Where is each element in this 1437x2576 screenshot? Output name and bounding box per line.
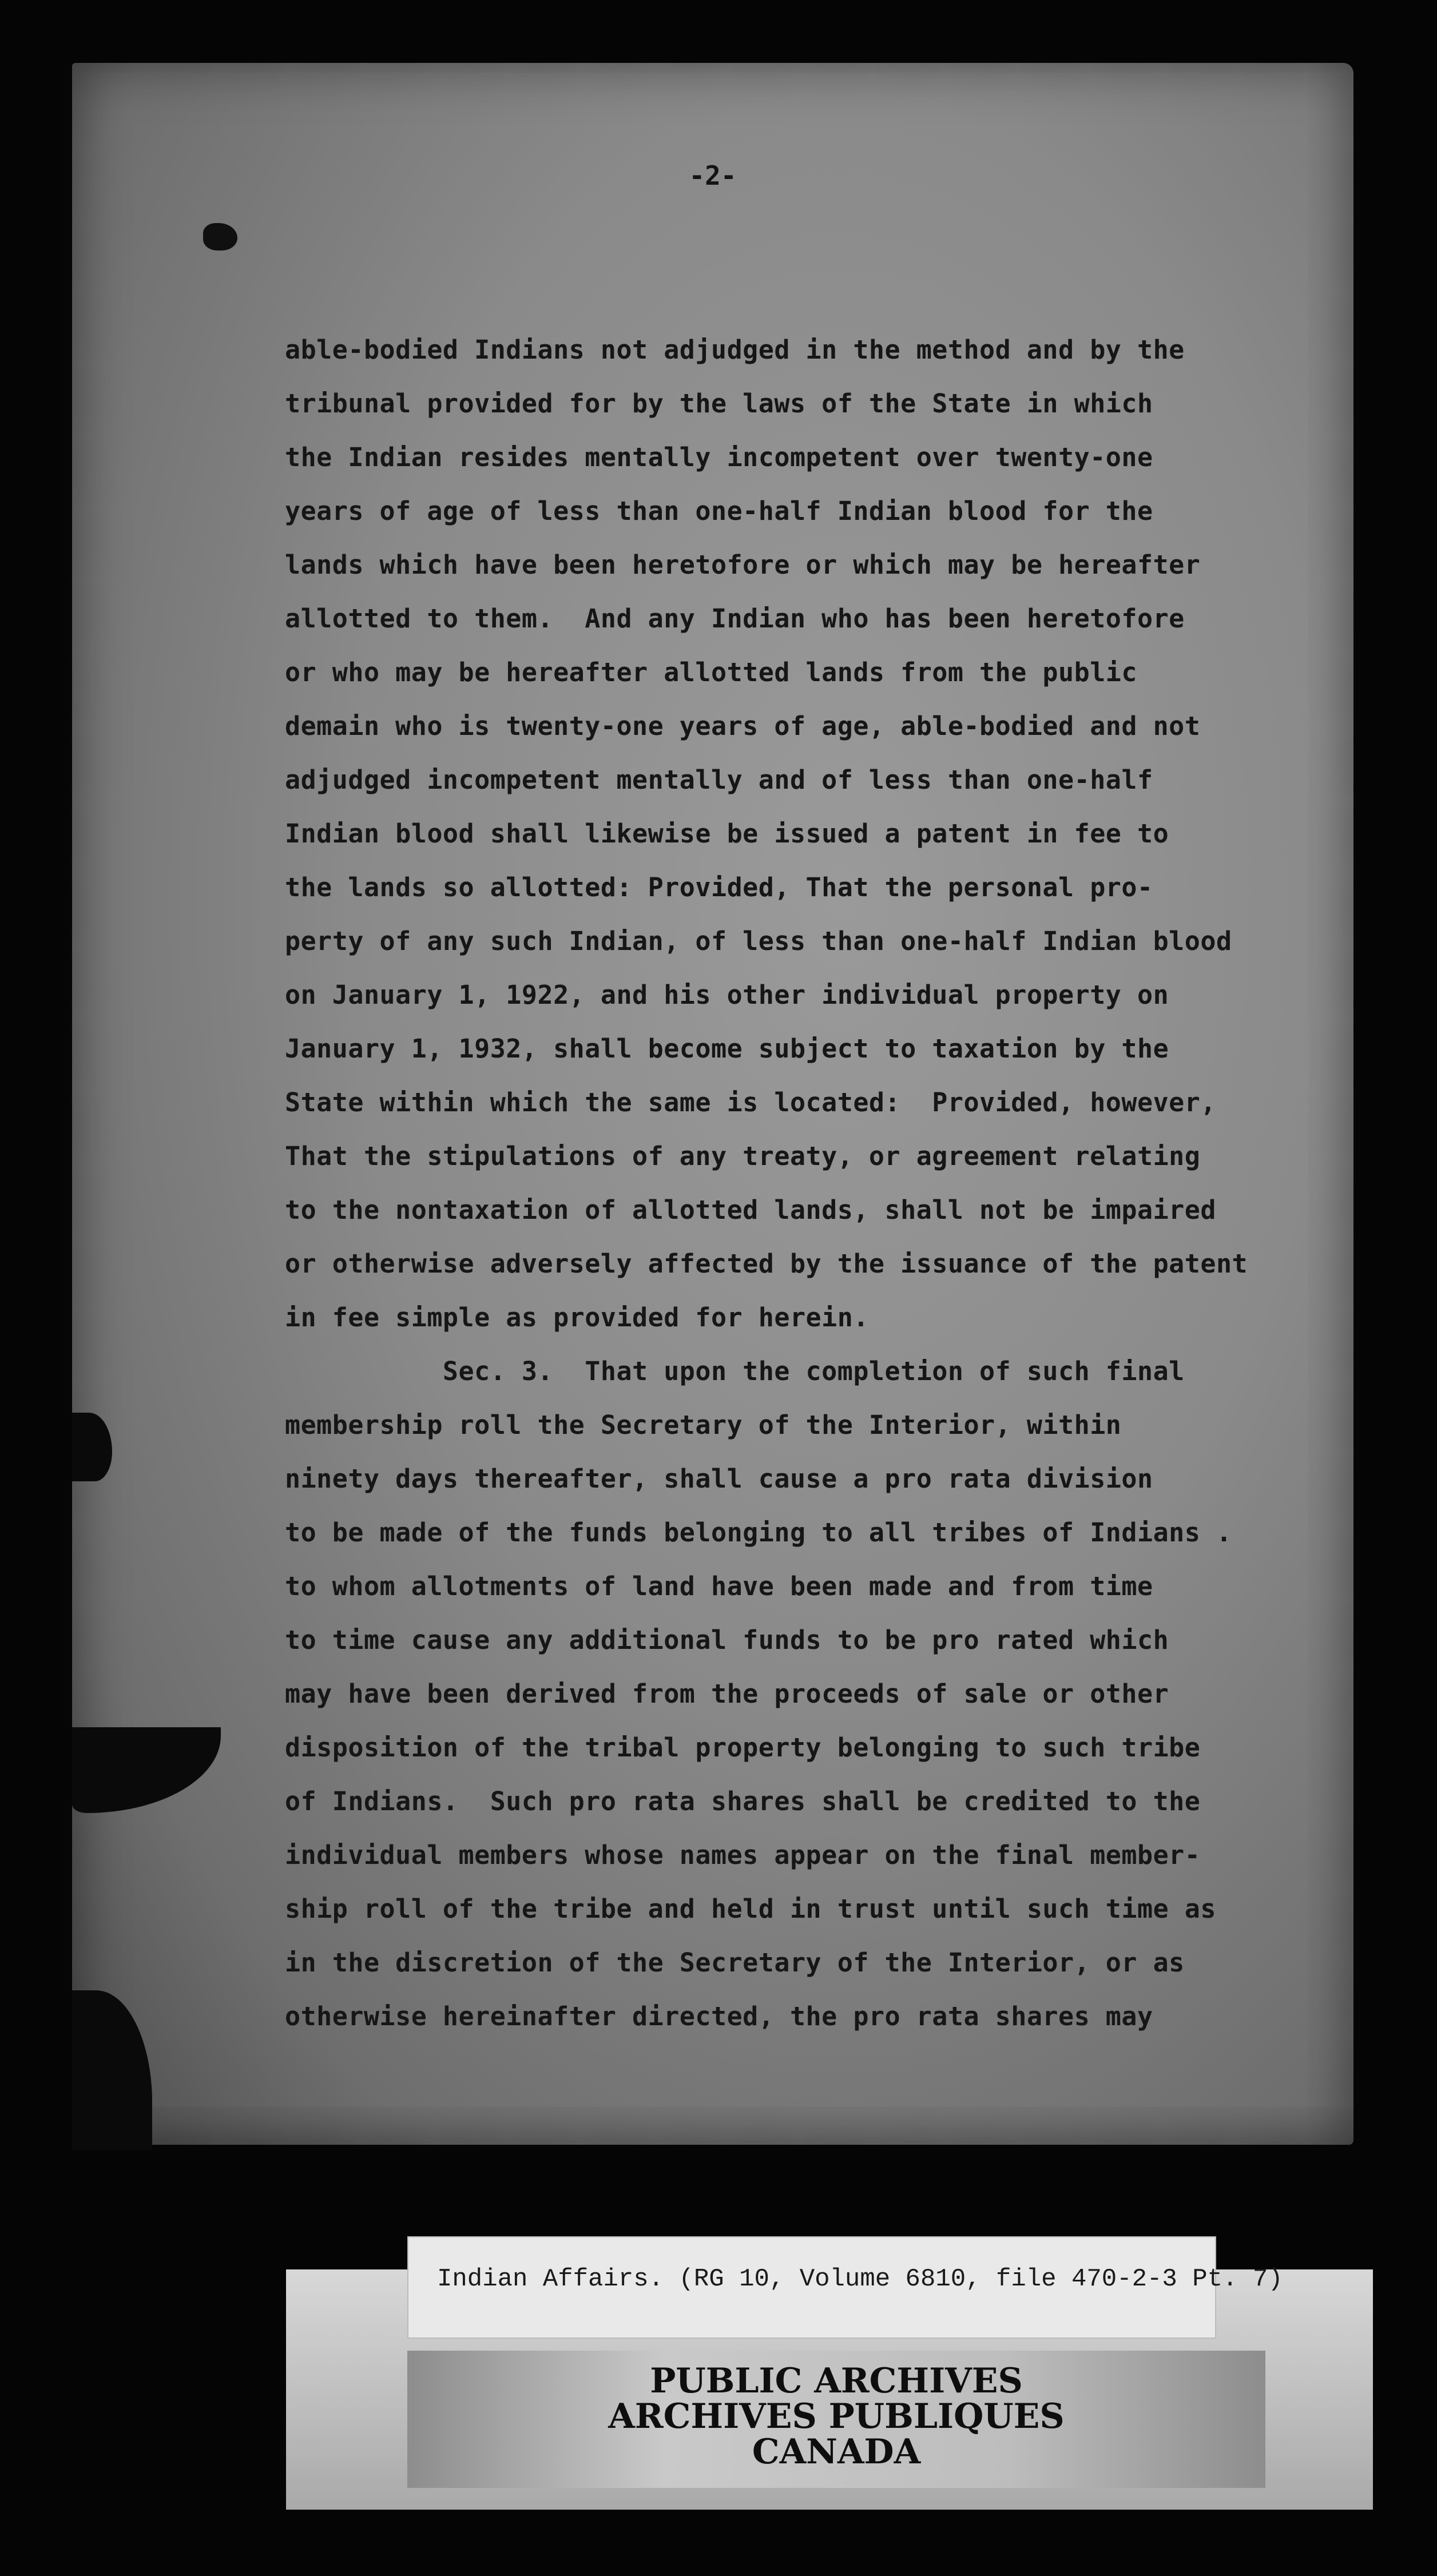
text-line: ninety days thereafter, shall cause a pro rata division [285, 1464, 1153, 1494]
text-line: to be made of the funds belonging to all tribes of Indians . [285, 1517, 1232, 1548]
archives-stamp [407, 2351, 1265, 2488]
text-line: years of age of less than one-half Indian blood for the [285, 496, 1153, 526]
text-line: to the nontaxation of allotted lands, shall not be impaired [285, 1195, 1216, 1225]
stamp-line: ARCHIVES PUBLIQUES [608, 2396, 1065, 2436]
document-page [72, 63, 1353, 2145]
text-line: of Indians. Such pro rata shares shall be credited to the [285, 1786, 1201, 1816]
text-line: disposition of the tribal property belonging to such tribe [285, 1732, 1201, 1763]
text-line: otherwise hereinafter directed, the pro rata shares may [285, 2001, 1153, 2032]
text-line: able-bodied Indians not adjudged in the method and by the [285, 335, 1185, 365]
text-line: That the stipulations of any treaty, or agreement relating [285, 1141, 1201, 1171]
text-line: on January 1, 1922, and his other individual property on [285, 980, 1169, 1010]
text-line: to time cause any additional funds to be pro rated which [285, 1625, 1169, 1655]
text-line: or who may be hereafter allotted lands from the public [285, 657, 1137, 687]
text-line: State within which the same is located: Provided, however, [285, 1087, 1216, 1118]
text-line: or otherwise adversely affected by the issuance of the patent [285, 1249, 1248, 1279]
text-line: January 1, 1932, shall become subject to taxation by the [285, 1033, 1169, 1064]
text-line: individual members whose names appear on the final member- [285, 1840, 1201, 1870]
typed-text-body [285, 323, 1372, 2044]
text-line: Indian blood shall likewise be issued a patent in fee to [285, 818, 1169, 849]
text-line: lands which have been heretofore or which may be hereafter [285, 550, 1201, 580]
text-line: perty of any such Indian, of less than one-half Indian blood [285, 926, 1232, 956]
ink-blot [203, 223, 237, 251]
text-line: tribunal provided for by the laws of the State in which [285, 388, 1153, 419]
text-line: to whom allotments of land have been made and from time [285, 1571, 1153, 1601]
text-line: in the discretion of the Secretary of the Interior, or as [285, 1947, 1185, 1978]
text-line: adjudged incompetent mentally and of less than one-half [285, 765, 1153, 795]
text-line: membership roll the Secretary of the Interior, within [285, 1410, 1122, 1440]
stamp-line: PUBLIC ARCHIVES [650, 2361, 1023, 2401]
text-line: ship roll of the tribe and held in trust until such time as [285, 1894, 1216, 1924]
text-line: in fee simple as provided for herein. [285, 1302, 869, 1333]
text-line: Sec. 3. That upon the completion of such final [285, 1356, 1185, 1386]
archive-reference-text: Indian Affairs. (RG 10, Volume 6810, file 470-2-3 Pt. 7) [437, 2265, 1283, 2293]
text-line: demain who is twenty-one years of age, able-bodied and not [285, 711, 1201, 741]
stamp-text [407, 2363, 1265, 2470]
stamp-line: CANADA [752, 2432, 921, 2472]
text-line: the Indian resides mentally incompetent over twenty-one [285, 442, 1153, 472]
page-number: -2- [689, 160, 737, 191]
text-line: the lands so allotted: Provided, That the personal pro- [285, 872, 1153, 903]
text-line: may have been derived from the proceeds of sale or other [285, 1679, 1169, 1709]
archive-reference-label [407, 2236, 1283, 2339]
text-line: allotted to them. And any Indian who has been heretofore [285, 603, 1185, 634]
